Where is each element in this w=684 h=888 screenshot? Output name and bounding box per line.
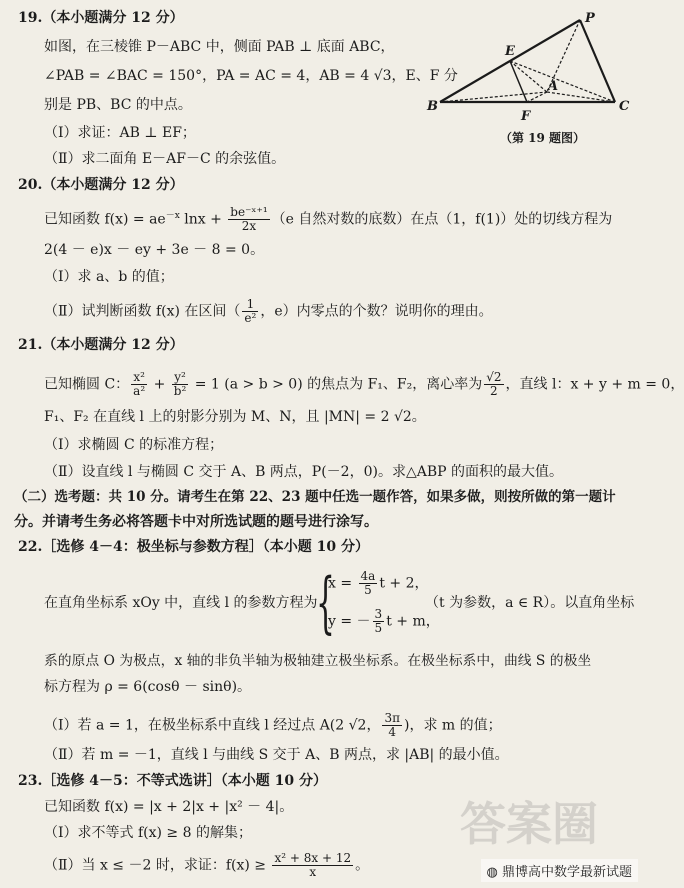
q20-part2-b: ，e）内零点的个数？说明你的理由。 xyxy=(260,303,493,320)
q22-part1-num: 3π xyxy=(384,711,400,725)
edge-PC xyxy=(580,20,615,102)
q23-heading: 23.［选修 4－5：不等式选讲］（本小题 10 分） xyxy=(18,773,327,789)
q20-line1-a: 已知函数 f(x) = ae xyxy=(44,211,166,228)
q22-eq-x-den: 5 xyxy=(364,583,372,597)
q23-part2-num: x² + 8x + 12 xyxy=(274,851,352,865)
watermark-logo xyxy=(460,785,635,860)
q21-line1 xyxy=(44,371,684,398)
q22-eq-y-b: t + m， xyxy=(386,613,440,630)
q22-part1-b: )，求 m 的值； xyxy=(403,717,502,734)
q20-line1-exp: －x xyxy=(165,210,180,221)
q19-part1: （Ⅰ）求证：AB ⊥ EF； xyxy=(44,125,196,141)
q19-line1: 如图，在三棱锥 P－ABC 中，侧面 PAB ⊥ 底面 ABC， xyxy=(44,39,395,55)
q23-part2 xyxy=(44,852,369,879)
q21-part2: （Ⅱ）设直线 l 与椭圆 C 交于 A、B 两点，P(－2，0)。求△ABP 的面积的最大值。 xyxy=(44,464,563,480)
q21-frac-x-den: a² xyxy=(133,384,146,398)
q21-plus: + xyxy=(149,376,170,393)
q23-part2-frac xyxy=(272,852,353,879)
q21-frac-y-num: y² xyxy=(172,371,189,385)
q21-frac-e xyxy=(484,371,503,398)
q21-frac-y xyxy=(172,371,189,398)
q21-frac-e-num: √2 xyxy=(486,370,502,384)
q22-part1-a: （Ⅰ）若 a = 1，在极坐标系中直线 l 经过点 A(2 √2， xyxy=(44,717,381,734)
q22-part2: （Ⅱ）若 m = －1，直线 l 与曲线 S 交于 A、B 两点，求 |AB| 的最小值。 xyxy=(44,747,509,763)
watermark-logo-text: 答案圈 xyxy=(460,797,598,851)
q21-line2: F₁、F₂ 在直线 l 上的射影分别为 M、N，且 |MN| = 2 √2。 xyxy=(44,409,426,425)
q22-line1b: （t 为参数，a ∈ R）。以直角坐标 xyxy=(425,595,635,611)
label-P: P xyxy=(585,11,595,26)
q22-line3: 标方程为 ρ = 6(cosθ － sinθ)。 xyxy=(44,679,252,695)
q20-part2-num: 1 xyxy=(242,298,258,312)
q19-figure xyxy=(425,10,640,150)
q20-frac-den: 2x xyxy=(241,219,257,233)
q22-eq-x-a: x = xyxy=(328,575,357,592)
q21-frac-x-num: x² xyxy=(131,371,147,385)
q22-part1 xyxy=(44,712,502,739)
q20-line2: 2(4 － e)x － ey + 3e － 8 = 0。 xyxy=(44,242,265,258)
elective-line1: （二）选考题：共 10 分。请考生在第 22、23 题中任选一题作答，如果多做，则按所做的第一题计 xyxy=(14,489,616,505)
q22-eq-x xyxy=(328,570,429,597)
q20-fraction xyxy=(228,206,269,233)
q20-line1 xyxy=(44,206,612,233)
q22-eq-y-den: 5 xyxy=(374,621,383,635)
q20-part2-den: e² xyxy=(244,311,257,325)
q20-frac-num: be⁻ˣ⁺¹ xyxy=(230,205,268,219)
q22-eq-y xyxy=(328,608,440,635)
q23-part1: （Ⅰ）求不等式 f(x) ≥ 8 的解集； xyxy=(44,825,252,841)
q22-eq-y-num: 3 xyxy=(374,607,383,621)
brace-icon: { xyxy=(316,564,335,641)
q19-line3: 别是 PB、BC 的中点。 xyxy=(44,97,192,113)
edge-EA xyxy=(510,61,547,92)
q21-frac-e-den: 2 xyxy=(490,384,498,398)
label-B: B xyxy=(427,99,438,114)
q22-part1-den: 4 xyxy=(388,725,397,739)
q23-part2-a: （Ⅱ）当 x ≤ －2 时，求证：f(x) ≥ xyxy=(44,857,271,874)
figure-caption: （第 19 题图） xyxy=(500,131,586,145)
elective-line2: 分。并请考生务必将答题卡中对所选试题的题号进行涂写。 xyxy=(14,514,378,530)
q22-line2: 系的原点 O 为极点，x 轴的非负半轴为极轴建立极坐标系。在极坐标系中，曲线 S 的极坐 xyxy=(44,653,592,669)
q21-line1-b: = 1 (a > b > 0) 的焦点为 F₁、F₂，离心率为 xyxy=(190,376,483,393)
q22-part1-frac xyxy=(382,712,402,739)
q19-heading: 19.（本小题满分 12 分） xyxy=(18,10,184,26)
q21-frac-y-den: b² xyxy=(173,384,187,398)
q21-frac-x xyxy=(131,371,147,398)
q21-line1-a: 已知椭圆 C： xyxy=(44,376,130,393)
watermark-account xyxy=(481,859,639,882)
label-C: C xyxy=(619,99,630,114)
watermark-account-text: 鼎博高中数学最新试题 xyxy=(501,865,632,880)
q22-eq-x-num: 4a xyxy=(360,569,376,583)
label-A: A xyxy=(548,79,559,94)
q19-line2: ∠PAB = ∠BAC = 150°，PA = AC = 4，AB = 4 √3，E、F 分 xyxy=(44,68,458,84)
label-F: F xyxy=(521,109,531,124)
q20-part2-a: （Ⅱ）试判断函数 f(x) 在区间（ xyxy=(44,303,241,320)
q20-line1-b: lnx + xyxy=(179,211,227,228)
q22-eq-x-frac xyxy=(359,570,378,597)
q21-heading: 21.（本小题满分 12 分） xyxy=(18,337,184,353)
label-E: E xyxy=(505,44,515,59)
wechat-icon: ◍ xyxy=(486,865,498,880)
q23-part2-den: x xyxy=(309,865,317,879)
q20-part2 xyxy=(44,298,493,325)
q22-eq-y-a: y = － xyxy=(328,613,371,630)
q22-line1a: 在直角坐标系 xOy 中，直线 l 的参数方程为 xyxy=(44,595,318,611)
q20-line1-c: （e 自然对数的底数）在点（1，f(1)）处的切线方程为 xyxy=(271,211,613,228)
q20-part2-fraction xyxy=(242,298,258,325)
q21-line1-c: ，直线 l：x + y + m = 0， xyxy=(505,376,684,393)
q22-eq-y-frac xyxy=(373,608,385,635)
q21-part1: （Ⅰ）求椭圆 C 的标准方程； xyxy=(44,437,224,453)
q23-part2-b: 。 xyxy=(355,857,370,874)
q22-eq-x-b: t + 2， xyxy=(379,575,429,592)
q20-part1: （Ⅰ）求 a、b 的值； xyxy=(44,269,174,285)
q22-parametric-system xyxy=(316,564,440,641)
q23-line1: 已知函数 f(x) = |x + 2|x + |x² － 4|。 xyxy=(44,799,294,815)
q22-heading: 22.［选修 4－4：极坐标与参数方程］（本小题 10 分） xyxy=(18,539,369,555)
q20-heading: 20.（本小题满分 12 分） xyxy=(18,177,184,193)
q19-part2: （Ⅱ）求二面角 E－AF－C 的余弦值。 xyxy=(44,151,286,167)
